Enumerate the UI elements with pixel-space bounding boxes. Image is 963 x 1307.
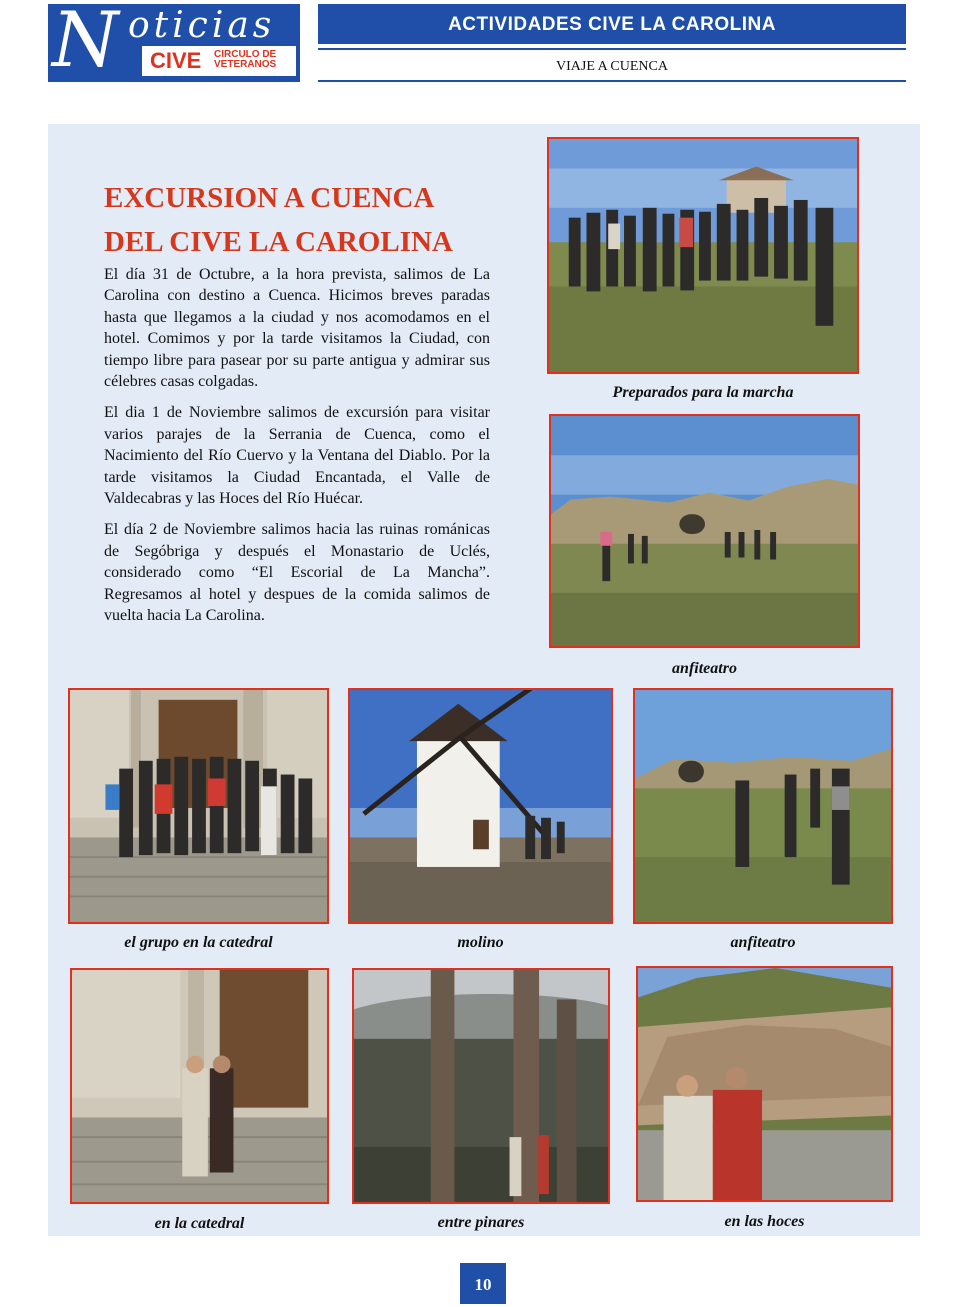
logo-subtitle-line2: VETERANOS xyxy=(214,59,277,70)
photo-group-cathedral xyxy=(68,688,329,924)
photo-amphitheatre xyxy=(549,414,860,648)
logo-initial: N xyxy=(52,0,119,84)
photo-caption: Preparados para la marcha xyxy=(612,384,794,401)
logo-subtitle-line1: CIRCULO DE xyxy=(214,49,277,60)
photo-caption: anfiteatro xyxy=(672,660,737,677)
photo-caption: molino xyxy=(457,934,504,951)
photo-amphitheatre-walkers xyxy=(633,688,893,924)
photo-windmill xyxy=(348,688,613,924)
photo-caption: en la catedral xyxy=(154,1215,245,1232)
photo-caption: el grupo en la catedral xyxy=(124,934,273,951)
article-paragraph: El dia 1 de Noviembre salimos de excursión para visitar varios parajes de la Serrania de Cuenca, como el Nacimiento del Río Cuervo y la Ventana del Diablo. Por la tarde visitamos la Ciudad Encantada, el Valle de Valdecabras y las Hoces del Río Huécar. xyxy=(104,404,490,508)
section-title: ACTIVIDADES CIVE LA CAROLINA xyxy=(318,4,906,44)
logo-brand: CIVE xyxy=(150,48,202,73)
header-divider xyxy=(318,80,906,82)
photo-caption: en las hoces xyxy=(724,1213,805,1230)
photo-women-cathedral xyxy=(70,968,329,1204)
photo-caption: entre pinares xyxy=(437,1214,525,1231)
subsection-title: VIAJE A CUENCA xyxy=(555,59,668,74)
photo-gorges xyxy=(636,966,893,1202)
article-paragraph: El día 2 de Noviembre salimos hacia las ruinas románicas de Segóbriga y después el Monastario de Uclés, considerado como “El Escorial de La Mancha”. Regresamos al hotel y despues de la comida salimos de vuelta hacia La Carolina. xyxy=(104,521,490,625)
photo-caption: anfiteatro xyxy=(730,934,796,951)
page-number: 10 xyxy=(460,1263,506,1304)
header-divider xyxy=(318,48,906,50)
article-body xyxy=(104,264,490,637)
article-title xyxy=(104,176,524,264)
photo-pines xyxy=(352,968,610,1204)
photo-group-hill xyxy=(547,137,859,374)
article-paragraph: El día 31 de Octubre, a la hora prevista, salimos de La Carolina con destino a Cuenca. Hicimos breves paradas hasta que llegamos a la ciudad y nos acomodamos en el hotel. Comimos y por la tarde visitamos la Ciudad, con tiempo libre para pasear por su parte antigua y admirar sus célebres casas colgadas. xyxy=(104,266,490,391)
article-title-line1: EXCURSION A CUENCA xyxy=(104,182,435,214)
logo-word: oticias xyxy=(128,5,276,46)
article-title-line2: DEL CIVE LA CAROLINA xyxy=(104,226,453,258)
logo-subtitle xyxy=(214,50,294,70)
